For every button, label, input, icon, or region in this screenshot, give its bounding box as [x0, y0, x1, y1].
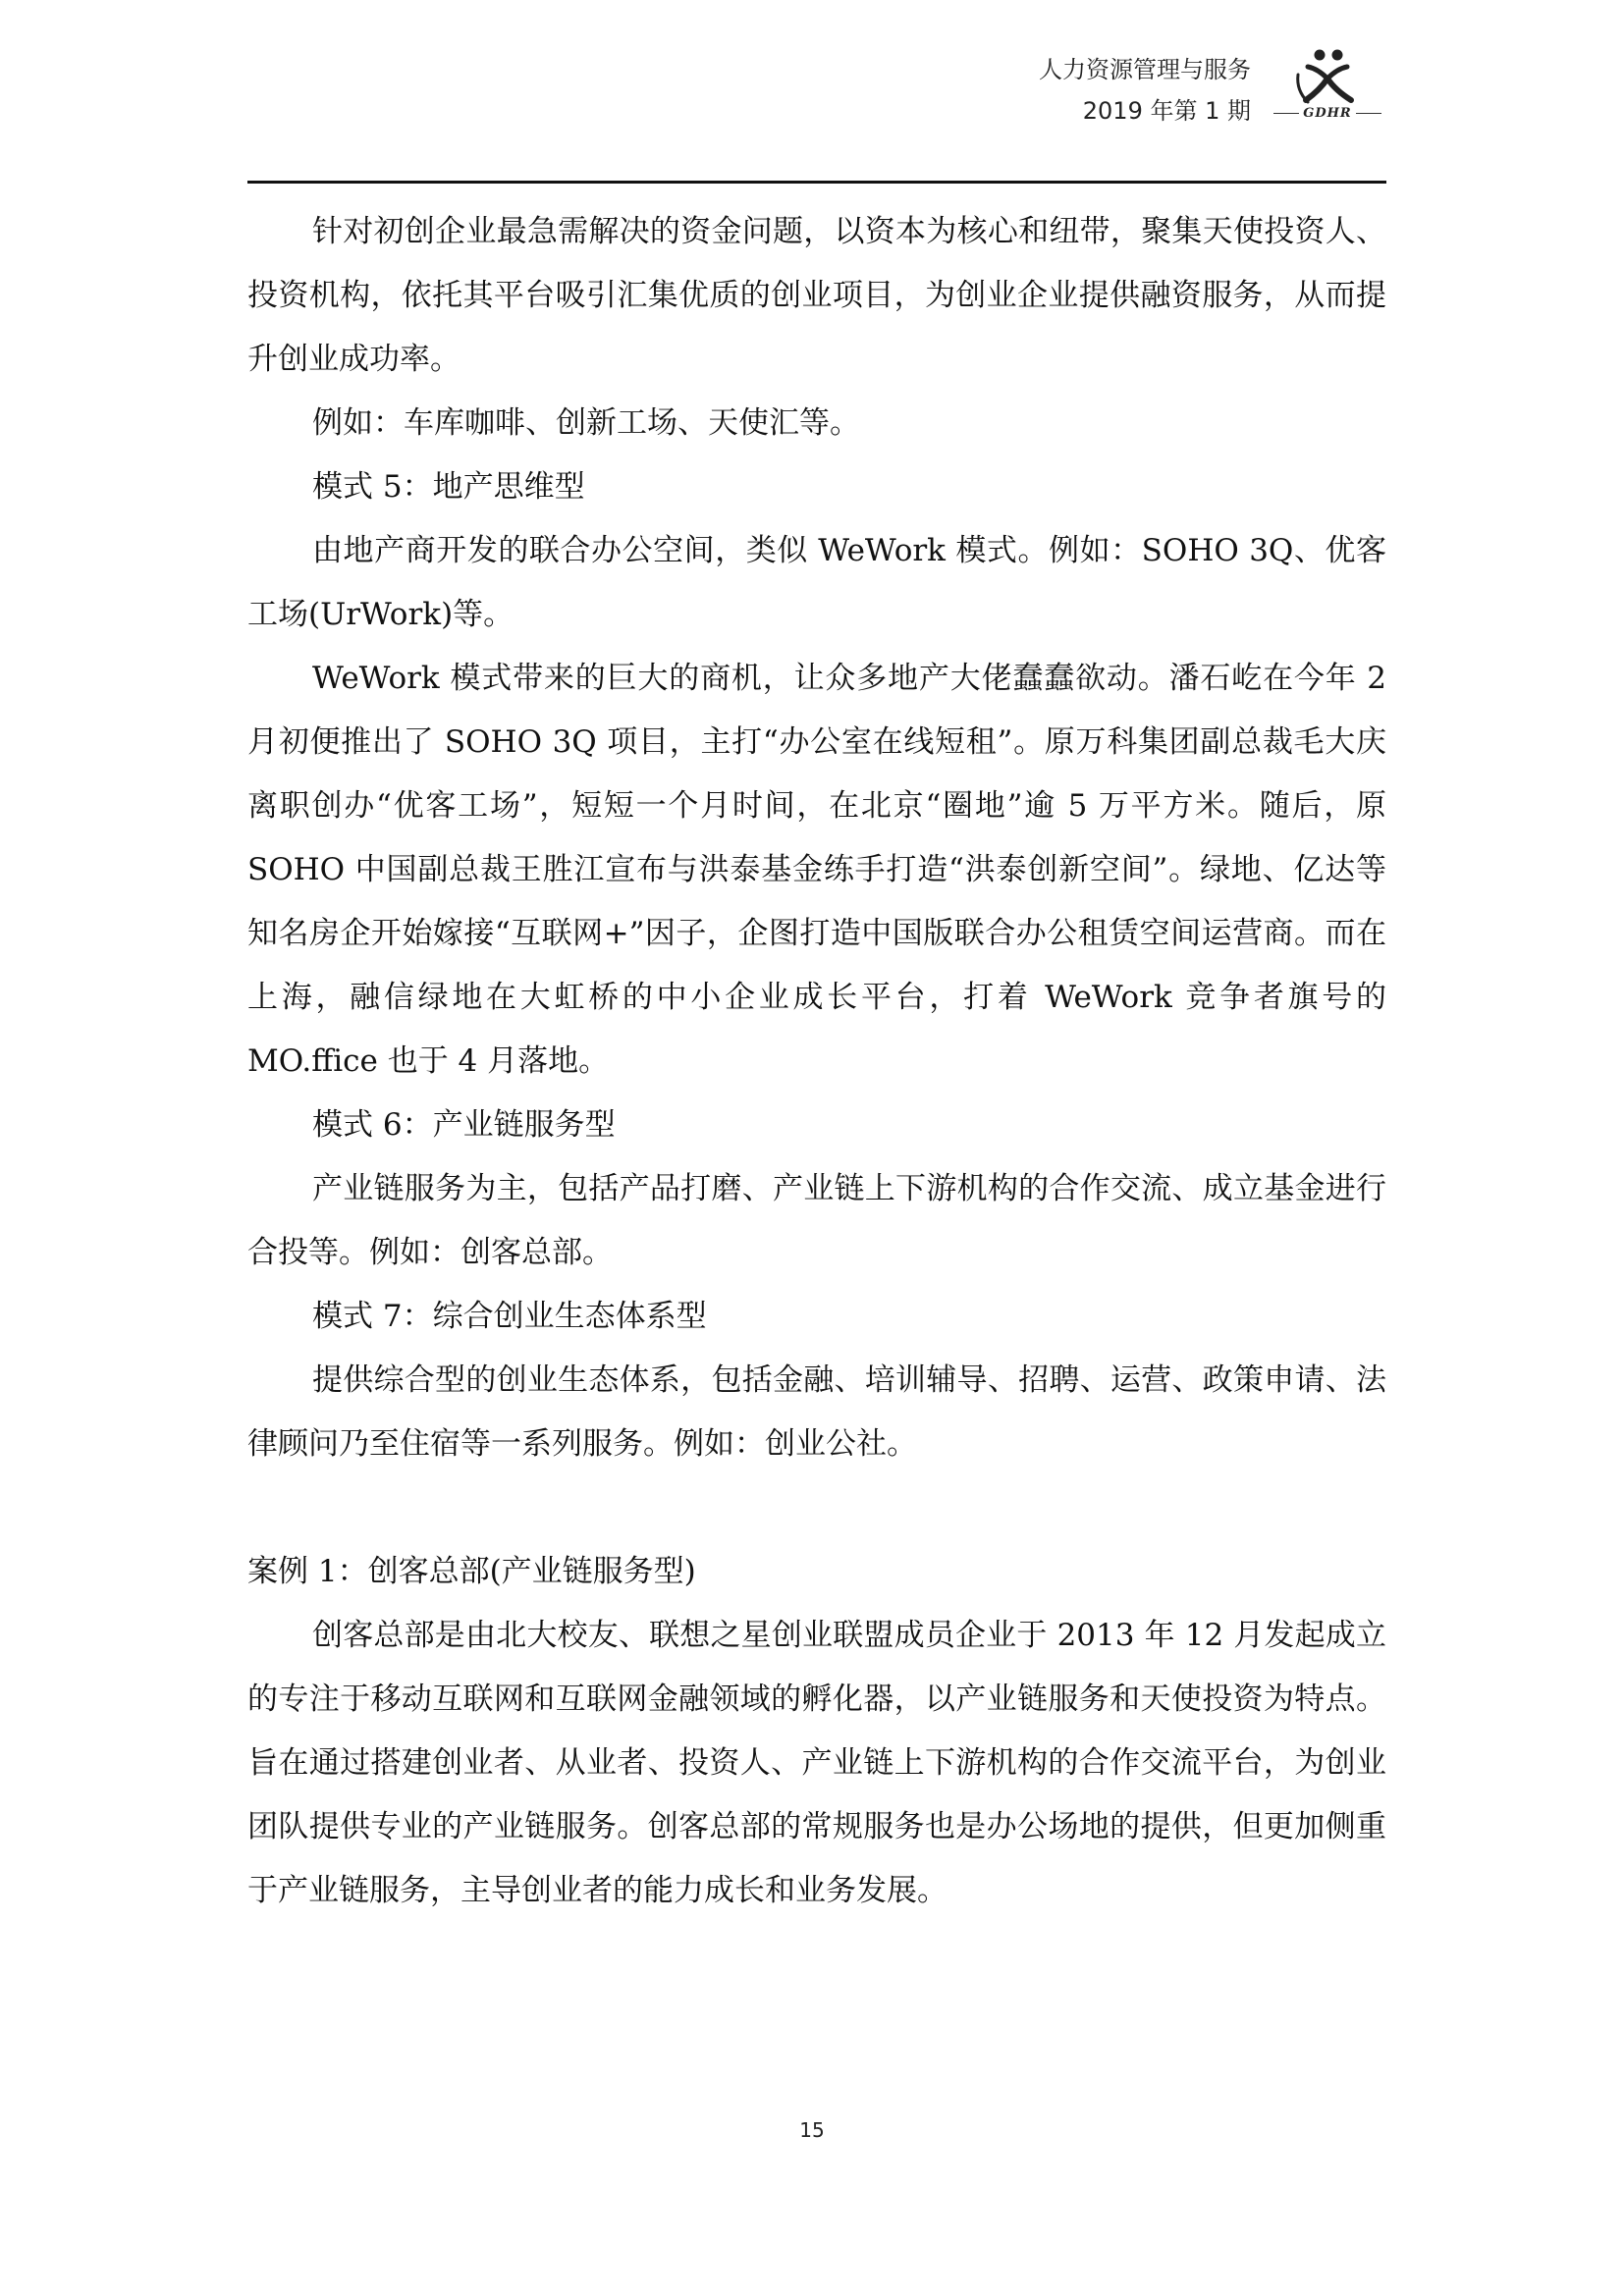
- header-rule: [247, 181, 1386, 184]
- journal-title: 人力资源管理与服务: [1039, 56, 1251, 83]
- paragraph: 针对初创企业最急需解决的资金问题，以资本为核心和纽带，聚集天使投资人、投资机构，依托其平台吸引汇集优质的创业项目，为创业企业提供融资服务，从而提升创业成功率。: [247, 214, 1386, 377]
- gdhr-logo: [1269, 45, 1386, 139]
- paragraph: 创客总部是由北大校友、联想之星创业联盟成员企业于 2013 年 12 月发起成立的专注于移动互联网和互联网金融领域的孵化器，以产业链服务和天使投资为特点。旨在通过搭建创业者、从业者、投资人、产业链上下游机构的合作交流平台，为创业团队提供专业的产业链服务。创客总部的常规服务也是办公场地的提供，但更加侧重于产业链服务，主导创业者的能力成长和业务发展。: [247, 1618, 1386, 1908]
- issue-label: 2019 年第 1 期: [1082, 97, 1251, 125]
- case-heading: 案例 1：创客总部(产业链服务型): [247, 1554, 696, 1589]
- paragraph: 产业链服务为主，包括产品打磨、产业链上下游机构的合作交流、成立基金进行合投等。例如：创客总部。: [247, 1171, 1386, 1270]
- paragraph: WeWork 模式带来的巨大的商机，让众多地产大佬蠢蠢欲动。潘石屹在今年 2 月初便推出了 SOHO 3Q 项目，主打“办公室在线短租”。原万科集团副总裁毛大庆离职创办“优客工场”，短短一个月时间，在北京“圈地”逾 5 万平方米。随后，原 SOHO 中国副总裁王胜江宣布与洪泰基金练手打造“洪泰创新空间”。绿地、亿达等知名房企开始嫁接“互联网+”因子，企图打造中国版联合办公租赁空间运营商。而在上海，融信绿地在大虹桥的中小企业成长平台，打着 WeWork 竞争者旗号的 MO.ffice 也于 4 月落地。: [247, 661, 1386, 1079]
- page-header: [247, 39, 1386, 187]
- logo-text: GDHR: [1269, 106, 1386, 121]
- page-number: 15: [799, 2118, 825, 2142]
- section-heading: 模式 7：综合创业生态体系型: [312, 1299, 707, 1334]
- article-body: [247, 200, 1386, 1923]
- paragraph: 提供综合型的创业生态体系，包括金融、培训辅导、招聘、运营、政策申请、法律顾问乃至住宿等一系列服务。例如：创业公社。: [247, 1362, 1386, 1462]
- paragraph: 例如：车库咖啡、创新工场、天使汇等。: [312, 405, 860, 441]
- logo-figure-icon: [1269, 45, 1386, 108]
- spacer: [247, 1476, 1386, 1540]
- section-heading: 模式 5：地产思维型: [312, 469, 585, 505]
- header-text: [1039, 49, 1251, 132]
- section-heading: 模式 6：产业链服务型: [312, 1107, 616, 1143]
- paragraph: 由地产商开发的联合办公空间，类似 WeWork 模式。例如：SOHO 3Q、优客工场(UrWork)等。: [247, 533, 1386, 632]
